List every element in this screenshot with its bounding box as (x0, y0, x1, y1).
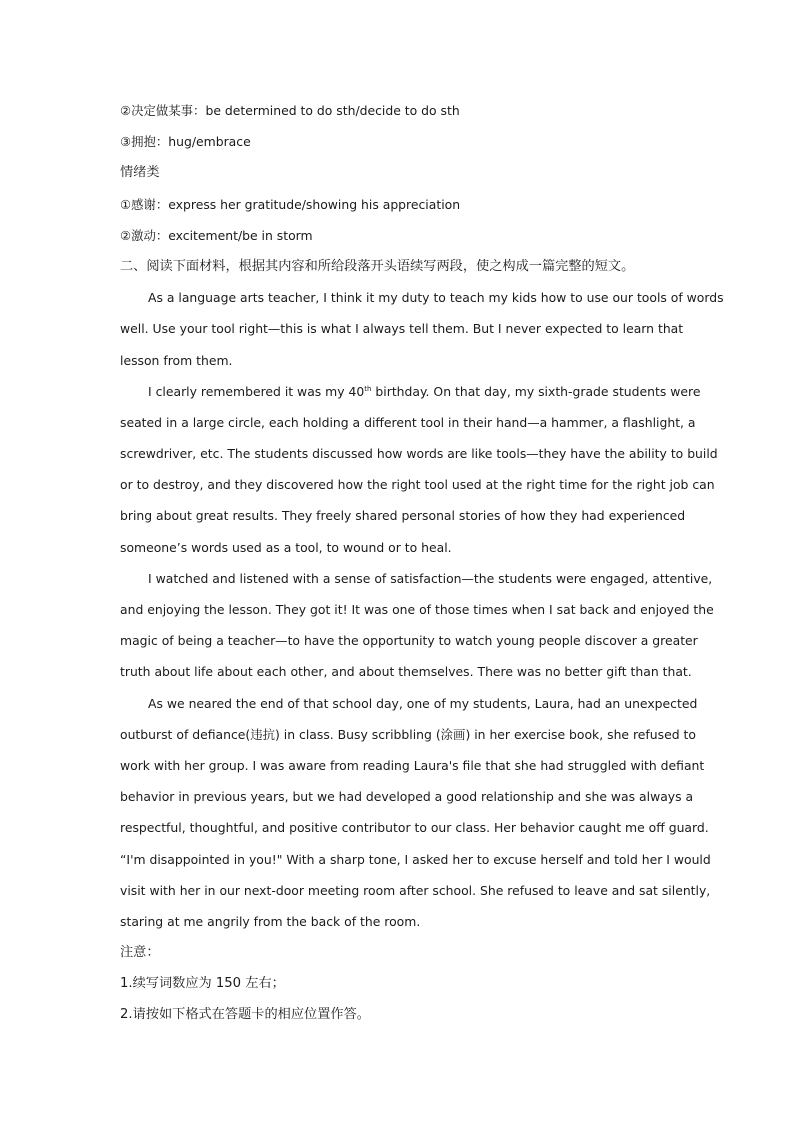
paragraph-line: bring about great results. They freely shared personal stories of how they had experienced (120, 508, 686, 524)
paragraph-text: birthday. On that day, my sixth-grade students were (371, 383, 701, 399)
paragraph-line: outburst of defiance(违抗) in class. Busy scribbling (涂画) in her exercise book, she refused to (120, 726, 696, 742)
paragraph-line: work with her group. I was aware from reading Laura's file that she had struggled with defiant (120, 757, 705, 773)
paragraph-line: As we neared the end of that school day, one of my students, Laura, had an unexpected (148, 695, 698, 711)
note-word-count: 1.续写词数应为 150 左右； (120, 976, 285, 992)
paragraph-line: visit with her in our next-door meeting room after school. She refused to leave and sat silently, (120, 882, 711, 898)
paragraph-line: lesson from them. (120, 352, 233, 368)
vocab-item-hug: ③拥抱：hug/embrace (120, 134, 251, 150)
emotion-item-gratitude: ①感谢：express her gratitude/showing his appreciation (120, 196, 461, 212)
vocab-item-decide: ②决定做某事：be determined to do sth/decide to do sth (120, 103, 460, 118)
paragraph-line: respectful, thoughtful, and positive contributor to our class. Her behavior caught me off guard. (120, 820, 709, 836)
emotion-item-excitement: ②激动：excitement/be in storm (120, 227, 313, 243)
section-heading: 二、阅读下面材料，根据其内容和所给段落开头语续写两段，使之构成一篇完整的短文。 (120, 258, 635, 274)
paragraph-line: truth about life about each other, and about themselves. There was no better gift than that. (120, 664, 692, 680)
paragraph-line (120, 376, 701, 407)
paragraph-line: someone’s words used as a tool, to wound or to heal. (120, 539, 452, 555)
notes-heading: 注意： (120, 945, 160, 961)
paragraph-line: or to destroy, and they discovered how the right tool used at the right time for the right job can (120, 477, 715, 493)
paragraph-line: screwdriver, etc. The students discussed how words are like tools—they have the ability to build (120, 446, 718, 462)
paragraph-line: “I'm disappointed in you!" With a sharp tone, I asked her to excuse herself and told her I would (120, 851, 711, 867)
paragraph-line: and enjoying the lesson. They got it! It was one of those times when I sat back and enjoyed the (120, 602, 714, 617)
paragraph-line: I watched and listened with a sense of satisfaction—the students were engaged, attentive, (148, 570, 713, 586)
note-answer-format: 2.请按如下格式在答题卡的相应位置作答。 (120, 1007, 370, 1023)
paragraph-line: seated in a large circle, each holding a different tool in their hand—a hammer, a flashlight, a (120, 414, 696, 430)
emotion-heading: 情绪类 (120, 165, 160, 181)
paragraph-line: As a language arts teacher, I think it my duty to teach my kids how to use our tools of words (148, 290, 724, 306)
paragraph-line: staring at me angrily from the back of the room. (120, 913, 421, 929)
document-page (120, 95, 724, 1031)
paragraph-line: well. Use your tool right—this is what I always tell them. But I never expected to learn that (120, 321, 684, 337)
ordinal-suffix: th (364, 384, 372, 393)
paragraph-line: behavior in previous years, but we had developed a good relationship and she was always a (120, 789, 694, 805)
paragraph-text: I clearly remembered it was my 40 (148, 383, 365, 399)
paragraph-line: magic of being a teacher—to have the opportunity to watch young people discover a greater (120, 633, 698, 649)
